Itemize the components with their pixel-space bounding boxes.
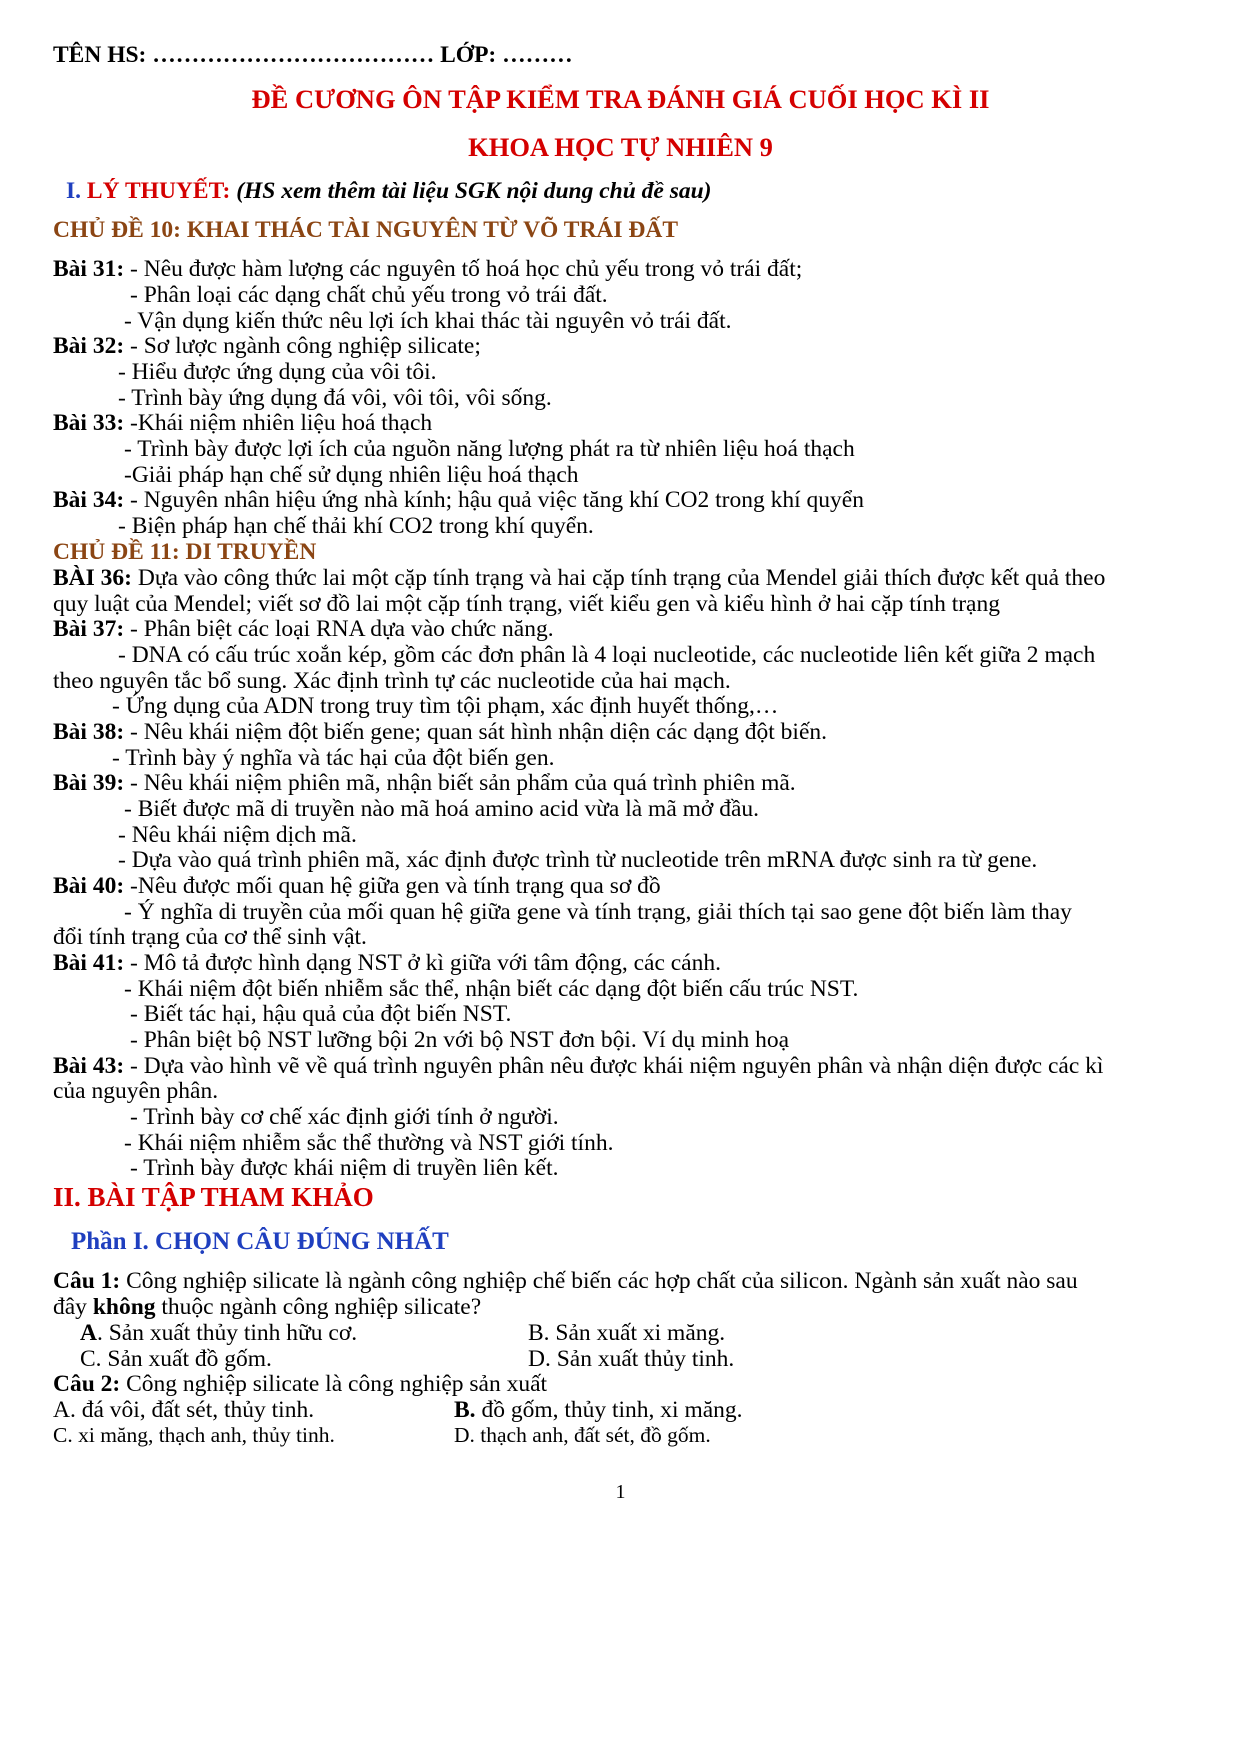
b31-line-3: - Vận dụng kiến thức nêu lợi ích khai thác tài nguyên vỏ trái đất. (124, 308, 732, 334)
b41-line-4: - Phân biệt bộ NST lưỡng bội 2n với bộ NST đơn bội. Ví dụ minh hoạ (130, 1027, 790, 1053)
b43-label: Bài 43: (53, 1053, 125, 1079)
q2-option-b-text: đồ gốm, thủy tinh, xi măng. (475, 1397, 743, 1423)
q1-option-d: D. Sản xuất thủy tinh. (528, 1346, 735, 1372)
b33-line-1 (53, 409, 432, 438)
b37-line-1 (53, 615, 554, 644)
b41-line-1 (53, 949, 721, 978)
q1-option-a (80, 1319, 357, 1348)
b43-line-2: của nguyên phân. (53, 1078, 219, 1104)
b33-label: Bài 33: (53, 410, 125, 436)
b38-line-1 (53, 718, 827, 747)
section-1-number: I. (66, 178, 82, 204)
b39-text-1: - Nêu khái niệm phiên mã, nhận biết sản phẩm của quá trình phiên mã. (124, 770, 796, 796)
q1-text-2a: đây (53, 1294, 93, 1320)
b39-line-1 (53, 769, 796, 798)
b37-line-3: theo nguyên tắc bổ sung. Xác định trình tự các nucleotide của hai mạch. (53, 668, 731, 694)
b38-text-1: - Nêu khái niệm đột biến gene; quan sát hình nhận diện các dạng đột biến. (124, 719, 827, 745)
q1-label: Câu 1: (53, 1268, 121, 1294)
b39-line-3: - Nêu khái niệm dịch mã. (118, 822, 357, 848)
b31-label: Bài 31: (53, 256, 125, 282)
b43-line-4: - Khái niệm nhiễm sắc thể thường và NST giới tính. (124, 1130, 614, 1156)
q2-option-d: D. thạch anh, đất sét, đồ gốm. (454, 1423, 711, 1447)
b36-line-2: quy luật của Mendel; viết sơ đồ lai một cặp tính trạng, viết kiểu gen và kiểu hình ở hai cặp tính trạng (53, 591, 1000, 617)
q1-option-a-label: A (80, 1320, 97, 1346)
b39-line-2: - Biết được mã di truyền nào mã hoá amino acid vừa là mã mở đầu. (124, 796, 760, 822)
topic-10-heading: CHỦ ĐỀ 10: KHAI THÁC TÀI NGUYÊN TỪ VÕ TRÁI ĐẤT (53, 217, 679, 243)
b41-text-1: - Mô tả được hình dạng NST ở kì giữa với tâm động, các cánh. (124, 950, 721, 976)
b36-text-1: Dựa vào công thức lai một cặp tính trạng và hai cặp tính trạng của Mendel giải thích được kết quả theo (132, 565, 1106, 591)
b32-label: Bài 32: (53, 333, 125, 359)
q2-option-c: C. xi măng, thạch anh, thủy tinh. (53, 1423, 335, 1447)
q2-label: Câu 2: (53, 1371, 121, 1397)
b32-line-3: - Trình bày ứng dụng đá vôi, vôi tôi, vôi sống. (118, 385, 552, 411)
document-subtitle: KHOA HỌC TỰ NHIÊN 9 (468, 132, 773, 162)
b40-line-2: - Ý nghĩa di truyền của mối quan hệ giữa gene và tính trạng, giải thích tại sao gene đột biến làm thay (124, 899, 1072, 925)
b34-line-1 (53, 486, 864, 515)
b40-line-1 (53, 872, 661, 901)
q2-option-a: A. đá vôi, đất sét, thủy tinh. (53, 1397, 315, 1423)
b36-line-1 (53, 564, 1105, 593)
b41-label: Bài 41: (53, 950, 125, 976)
b41-line-2: - Khái niệm đột biến nhiễm sắc thể, nhận biết các dạng đột biến cấu trúc NST. (124, 976, 859, 1002)
b32-text-1: - Sơ lược ngành công nghiệp silicate; (124, 333, 481, 359)
class-dots: ……… (502, 42, 573, 68)
b43-line-5: - Trình bày được khái niệm di truyền liên kết. (130, 1155, 559, 1181)
b32-line-2: - Hiểu được ứng dụng của vôi tôi. (118, 359, 437, 385)
q1-text-2c: thuộc ngành công nghiệp silicate? (155, 1294, 482, 1320)
q1-emphasis: không (92, 1294, 156, 1320)
b37-label: Bài 37: (53, 616, 125, 642)
q1-text-1: Công nghiệp silicate là ngành công nghiệp chế biến các hợp chất của silicon. Ngành sản xuất nào sau (120, 1268, 1078, 1294)
b37-line-4: - Ứng dụng của ADN trong truy tìm tội phạm, xác định huyết thống,… (112, 693, 779, 719)
q1-option-a-text: . Sản xuất thủy tinh hữu cơ. (96, 1320, 358, 1346)
q2-line-1 (53, 1370, 547, 1399)
b34-label: Bài 34: (53, 487, 125, 513)
b43-line-3: - Trình bày cơ chế xác định giới tính ở người. (130, 1104, 559, 1130)
b36-label: BÀI 36: (53, 565, 132, 591)
q1-option-c: C. Sản xuất đồ gốm. (80, 1346, 272, 1372)
section-1-heading (66, 177, 712, 206)
section-1-note: (HS xem thêm tài liệu SGK nội dung chủ đề sau) (236, 178, 712, 204)
name-label: TÊN HS: (53, 42, 147, 68)
b40-line-3: đổi tính trạng của cơ thể sinh vật. (53, 924, 367, 950)
b43-text-1: - Dựa vào hình vẽ về quá trình nguyên phân nêu được khái niệm nguyên phân và nhận diện được các kì (124, 1053, 1104, 1079)
student-header (53, 41, 573, 70)
b34-line-2: - Biện pháp hạn chế thải khí CO2 trong khí quyển. (118, 513, 594, 539)
part-1-heading: Phần I. CHỌN CÂU ĐÚNG NHẤT (71, 1228, 449, 1255)
q1-line-1 (53, 1267, 1078, 1296)
b33-line-3: -Giải pháp hạn chế sử dụng nhiên liệu hoá thạch (124, 462, 579, 488)
section-1-title: LÝ THUYẾT: (86, 178, 231, 204)
b40-label: Bài 40: (53, 873, 125, 899)
b39-label: Bài 39: (53, 770, 125, 796)
document-title: ĐỀ CƯƠNG ÔN TẬP KIỂM TRA ĐÁNH GIÁ CUỐI HỌC KÌ II (251, 84, 990, 114)
b40-text-1: -Nêu được mối quan hệ giữa gen và tính trạng qua sơ đồ (124, 873, 661, 899)
q2-text: Công nghiệp silicate là công nghiệp sản xuất (120, 1371, 548, 1397)
b34-text-1: - Nguyên nhân hiệu ứng nhà kính; hậu quả việc tăng khí CO2 trong khí quyển (124, 487, 864, 513)
name-dots: ……………………………… (152, 42, 435, 68)
q1-option-b: B. Sản xuất xi măng. (528, 1320, 726, 1346)
q2-option-b-label: B. (454, 1397, 476, 1423)
section-2-heading: II. BÀI TẬP THAM KHẢO (53, 1182, 374, 1212)
q1-line-2 (53, 1293, 481, 1322)
b32-line-1 (53, 332, 481, 361)
b38-line-2: - Trình bày ý nghĩa và tác hại của đột biến gen. (112, 745, 555, 771)
class-label: LỚP: (440, 42, 497, 68)
topic-11-heading: CHỦ ĐỀ 11: DI TRUYỀN (53, 539, 317, 565)
b31-line-2: - Phân loại các dạng chất chủ yếu trong vỏ trái đất. (130, 282, 608, 308)
b33-line-2: - Trình bày được lợi ích của nguồn năng lượng phát ra từ nhiên liệu hoá thạch (124, 436, 855, 462)
b33-text-1: -Khái niệm nhiên liệu hoá thạch (124, 410, 433, 436)
b37-text-1: - Phân biệt các loại RNA dựa vào chức năng. (124, 616, 554, 642)
b37-line-2: - DNA có cấu trúc xoắn kép, gồm các đơn phân là 4 loại nucleotide, các nucleotide liên kết giữa 2 mạch (118, 642, 1096, 668)
b41-line-3: - Biết tác hại, hậu quả của đột biến NST. (130, 1001, 512, 1027)
b39-line-4: - Dựa vào quá trình phiên mã, xác định được trình từ nucleotide trên mRNA được sinh ra từ gene. (118, 847, 1038, 873)
page-number: 1 (615, 1481, 626, 1503)
b31-text-1: - Nêu được hàm lượng các nguyên tố hoá học chủ yếu trong vỏ trái đất; (124, 256, 803, 282)
b31-line-1 (53, 255, 802, 284)
b38-label: Bài 38: (53, 719, 125, 745)
